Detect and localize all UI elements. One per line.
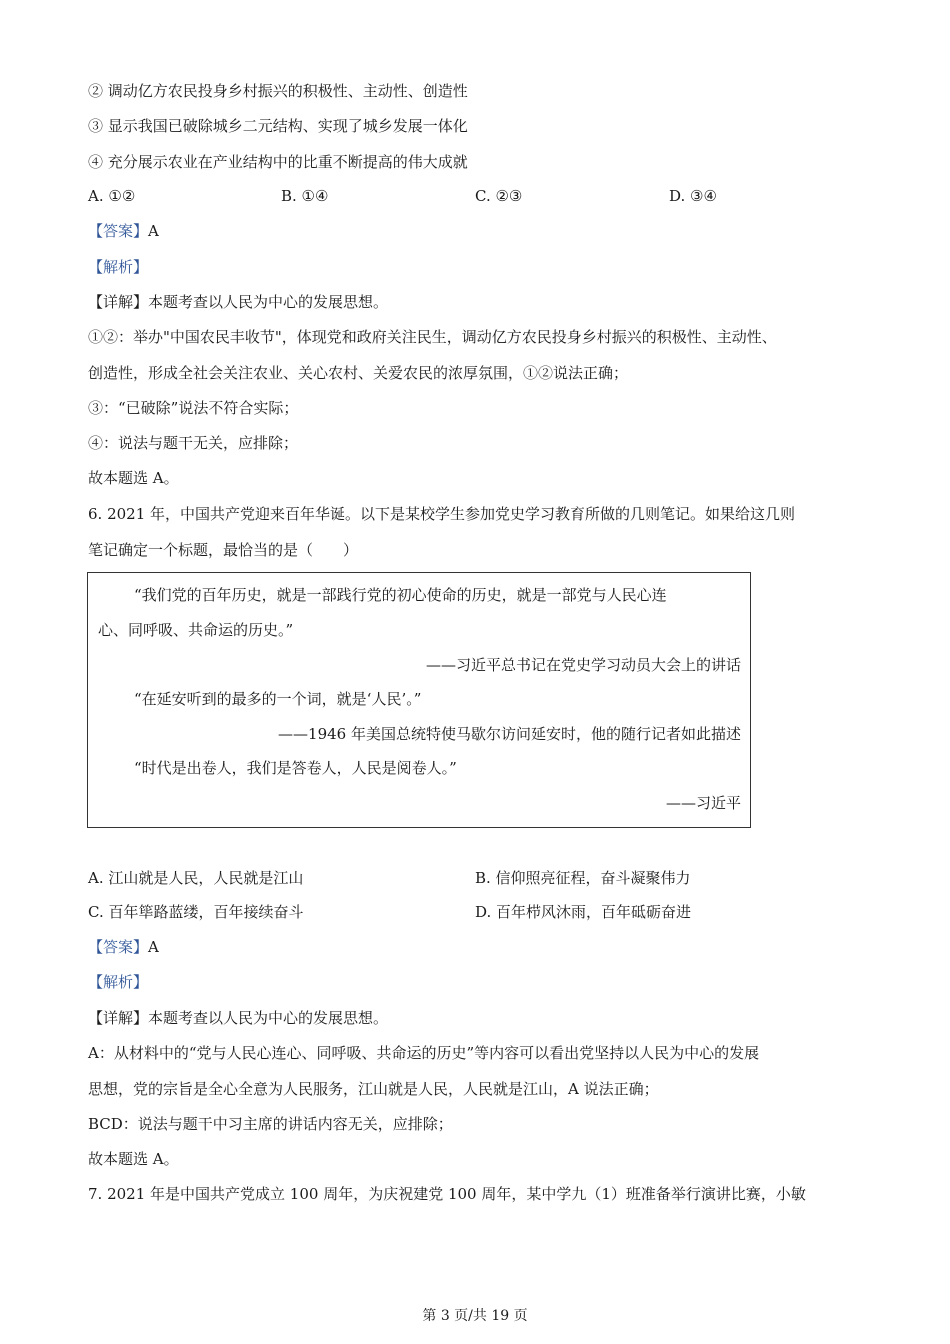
q5-conclusion: 故本题选 A。: [88, 469, 179, 487]
q5-choice-a: A. ①②: [88, 187, 136, 205]
q5-analysis-p2: 创造性，形成全社会关注农业、关心农村、关爱农民的浓厚氛围，①②说法正确；: [88, 364, 629, 382]
q5-answer: [88, 221, 159, 241]
q6-stem-line-1: 6. 2021 年，中国共产党迎来百年华诞。以下是某校学生参加党史学习教育所做的几则笔记。如果给这几则: [88, 505, 796, 523]
q6-material-box: [87, 572, 751, 828]
q6-analysis-p3: BCD：说法与题干中习主席的讲话内容无关，应排除；: [88, 1115, 453, 1133]
q6-conclusion: 故本题选 A。: [88, 1150, 179, 1168]
quote-1-source: ——习近平总书记在党史学习动员大会上的讲话: [425, 656, 741, 674]
q6-answer: [88, 937, 159, 957]
q6-choice-a: A. 江山就是人民，人民就是江山: [88, 869, 304, 887]
q5-analysis-p3: ③：“已破除”说法不符合实际；: [88, 399, 299, 417]
answer-value: A: [148, 222, 159, 240]
q5-option-item-2: ② 调动亿方农民投身乡村振兴的积极性、主动性、创造性: [88, 82, 468, 100]
q5-option-item-3: ③ 显示我国已破除城乡二元结构、实现了城乡发展一体化: [88, 117, 468, 135]
q6-analysis-p2: 思想，党的宗旨是全心全意为人民服务，江山就是人民，人民就是江山，A 说法正确；: [88, 1080, 659, 1098]
q6-choice-b: B. 信仰照亮征程，奋斗凝聚伟力: [475, 869, 691, 887]
quote-1-line-2: 心、同呼吸、共命运的历史。”: [98, 621, 294, 639]
quote-3-source: ——习近平: [665, 794, 741, 812]
answer-label: 【答案】: [88, 222, 149, 240]
quote-2-source: ——1946 年美国总统特使马歇尔访问延安时，他的随行记者如此描述: [278, 725, 741, 743]
q5-analysis-label: 【解析】: [88, 258, 149, 276]
q5-choice-c: C. ②③: [475, 187, 523, 205]
page-footer: 第 3 页/共 19 页: [422, 1308, 528, 1324]
quote-1-line-1: “我们党的百年历史，就是一部践行党的初心使命的历史，就是一部党与人民心连: [134, 586, 667, 604]
q6-detail: 【详解】本题考查以人民为中心的发展思想。: [88, 1009, 389, 1027]
q5-detail: 【详解】本题考查以人民为中心的发展思想。: [88, 293, 389, 311]
answer-value: A: [148, 938, 159, 956]
q6-analysis-p1: A：从材料中的“党与人民心连心、同呼吸、共命运的历史”等内容可以看出党坚持以人民为中心的发展: [88, 1044, 760, 1062]
q6-stem-line-2: 笔记确定一个标题，最恰当的是（ ）: [88, 541, 359, 559]
quote-3: “时代是出卷人，我们是答卷人，人民是阅卷人。”: [134, 759, 457, 777]
quote-2: “在延安听到的最多的一个词，就是‘人民’。”: [134, 690, 422, 708]
q5-choice-d: D. ③④: [669, 187, 717, 205]
q6-choice-c: C. 百年筚路蓝缕，百年接续奋斗: [88, 903, 304, 921]
answer-label: 【答案】: [88, 938, 149, 956]
q6-choice-d: D. 百年栉风沐雨，百年砥砺奋进: [475, 903, 692, 921]
q5-analysis-p4: ④：说法与题干无关，应排除；: [88, 434, 299, 452]
q7-stem-line-1: 7. 2021 年是中国共产党成立 100 周年，为庆祝建党 100 周年，某中学九（1）班准备举行演讲比赛，小敏: [88, 1185, 806, 1203]
q6-analysis-label: 【解析】: [88, 973, 149, 991]
q5-analysis-p1: ①②：举办"中国农民丰收节"，体现党和政府关注民生，调动亿方农民投身乡村振兴的积极性、主动性、: [88, 328, 777, 346]
q5-option-item-4: ④ 充分展示农业在产业结构中的比重不断提高的伟大成就: [88, 153, 468, 171]
q5-choice-b: B. ①④: [281, 187, 329, 205]
